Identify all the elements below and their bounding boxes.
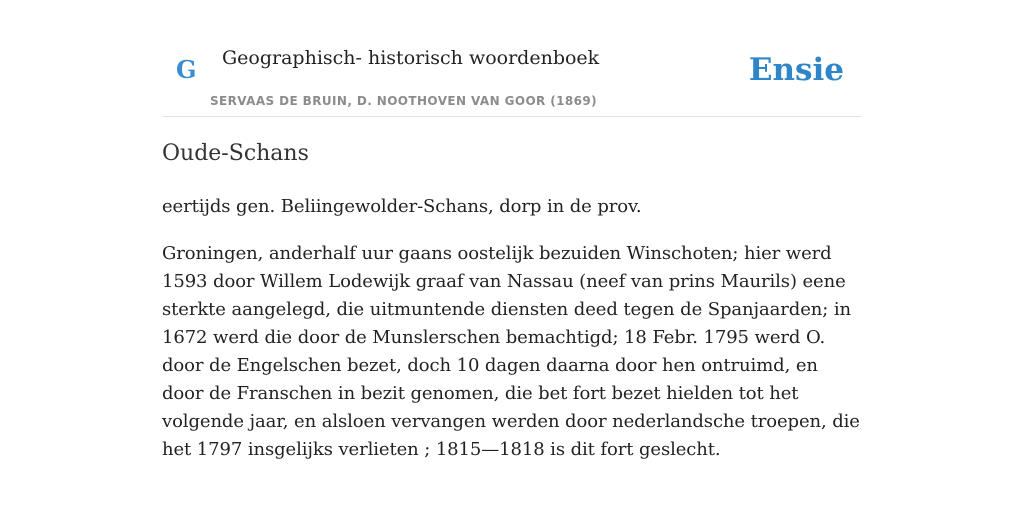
entry-paragraph: eertijds gen. Beliingewolder-Schans, dorp in de prov. xyxy=(162,196,642,217)
source-book-title-link[interactable]: Geographisch- historisch woordenboek xyxy=(222,47,600,69)
ensie-brand-link[interactable]: Ensie xyxy=(748,52,844,88)
entry-body xyxy=(162,193,862,483)
entry-title: Oude-Schans xyxy=(162,141,309,166)
source-authors: SERVAAS DE BRUIN, D. NOOTHOVEN VAN GOOR (1869) xyxy=(210,94,598,108)
source-logo-letter: G xyxy=(176,55,197,84)
source-header xyxy=(162,36,862,117)
entry-paragraph: Groningen, anderhalf uur gaans oostelijk bezuiden Winschoten; hier werd 1593 door Willem Lodewijk graaf van Nassau (neef van prins Maurils) eene sterkte aangelegd, die uitmuntende diensten deed tegen de Spanjaarden; in 1672 werd die door de Munslerschen bemachtigd; 18 Febr. 1795 werd O. door de Engelschen bezet, doch 10 dagen daarna door hen ontruimd, en door de Franschen in bezit genomen, die bet fort bezet hielden tot het volgende jaar, en alsloen vervangen werden door nederlandsche troepen, die het 1797 insgelijks verlieten ; 1815—1818 is dit fort geslecht. xyxy=(162,243,860,460)
